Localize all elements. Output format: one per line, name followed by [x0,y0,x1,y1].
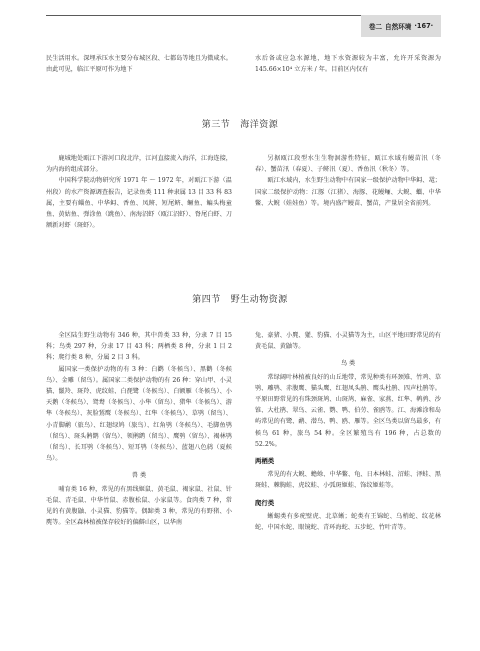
beast-text: 哺育类 16 种，常见的有黑线姬鼠、黄毛鼠、褐家鼠、社鼠、针毛鼠、青毛鼠、中华竹鼠、赤腹松鼠、小家鼠等。食肉类 7 种，常见的有黄腹鼬、小灵猫、豹猫等。偶蹄类 3 种，常见的有野猪、小麂等。全区森林植被保存较好的偏僻山区，以华南 [46,485,232,527]
top-left-text: 民生活用水。深埋承压水主要分布城区段、七都岛等地且为微咸水。由此可见，临江平原可作为地下 [46,55,232,74]
section3-right-para-2: 瓯江水域内，水生野生动物中有国家一级保护动物中华鲟、鼋；国家二级保护动物：江豚（江猪）、海豚、花鳗鲡、大鲵、蠵、中华鳖、大鲵（娃娃鱼）等。境内盛产鳗苗、蟹苗，产量居全省前列。 [255,177,441,207]
amphibian-text: 常见的有大鲵、蟾蜍、中华鳖、龟、日本林蛙、沼蛙、泽蛙、黑斑蛙、棘胸蛙、虎纹蛙、小弧斑姬蛙、饰纹姬蛙等。 [255,471,441,490]
section3-title: 海洋资源 [240,120,279,130]
section3-right-para-1: 另据瓯江段型水生生物洄游性特征，瓯江水域有鳗苗汛（冬春）、蟹苗汛（春夏）、子鲚汛（夏）、香鱼汛（秋冬）等。 [255,155,441,174]
section4-left-column [46,330,232,528]
section3-heading [0,117,480,130]
beast-continuation: 兔、豪猪、小麂、獾、豹猫、小灵猫等为主，山区平地田野常见的有黄毛鼠、黄鼬等。 [255,332,441,351]
section3-right-column [255,153,441,209]
bird-heading: 鸟 类 [340,360,356,368]
header-section: 自然环境 [385,23,412,31]
section4-intro: 全区陆生野生动物有 346 种，其中兽类 33 种，分隶 7 目 15 科；鸟类 297 种，分隶 17 目 43 科；两栖类 8 种，分隶 1 目 2 科；爬行类 8 种，分属 2 目 3 科。 [46,332,232,362]
page-header [0,15,480,39]
header-chapter: 卷二 [368,23,383,31]
header-label [361,15,441,37]
section3-number: 第三节 [201,120,231,130]
beast-heading: 兽 类 [131,472,147,480]
section3-left-para-1: 鹿城地处瓯江下游河口段北岸，江河直接流入海洋，江海连接，为内海的组成部分。 [46,155,232,174]
section4-heading [0,292,480,305]
section4-right-column [255,330,441,533]
section4-number: 第四节 [192,295,221,305]
top-left-column [46,53,232,75]
amphibian-heading: 两栖类 [255,457,275,466]
section3-left-column [46,153,232,231]
reptile-text: 蜥蜴类有多疣壁虎、北草蜥；蛇类有王锦蛇、乌梢蛇、纹花林蛇、中国水蛇、眼镜蛇、青环海蛇、五步蛇、竹叶青等。 [255,512,441,532]
header-page-number: ·167· [414,22,434,30]
bird-text: 常绿阔叶林植被良好的山丘地带，常见种类有环颈雉、竹鸡、草鸮、雕鸮、赤腹鹰、猫头鹰、红翅凤头鹃、鹰头杜鹃、四声杜鹃等。平原田野常见的有珠颈斑鸠、山斑鸠、麻雀、家燕、红隼、鹌鹑、沙锥、大杜鹃、翠鸟、云雀、鹦、鸭、伯劳、雀鸥等。江、海滩涂和岛屿常见的有鹭、鹬、潜鸟、鸭、鸥、雁等。全区鸟类以留鸟最多，有候鸟 61 种，旅鸟 54 种。全区繁殖鸟有 196 种，占总数的 52.2%。 [255,373,441,448]
reptile-heading: 爬行类 [255,498,275,507]
section4-title: 野生动物资源 [230,295,288,305]
section4-protected-species: 属国家一类保护动物的有 3 种：白鹳（冬候鸟）、黑鹳（冬候鸟）、金雕（留鸟）。属国家二类保护动物的有 26 种：穿山甲、小灵猫、鬣羚、斑羚、虎纹蛙、白琵鹭（冬候鸟）、白额雁（冬候鸟）、小天鹅（冬候鸟）、鸳鸯（冬候鸟）、小隼（留鸟）、猎隼（冬候鸟）、游隼（冬候鸟）、灰脸鵟鹰（冬候鸟）、红隼（冬候鸟）、草鸮（留鸟）、小青脚鹬（旅鸟）、红翅绿鸠（旅鸟）、红角鸮（冬候鸟）、毛脚鱼鸮（留鸟）、斑头鸺鹠（留鸟）、领鸺鹠（留鸟）、鹰鸮（留鸟）、褐林鸮（留鸟）、长耳鸮（冬候鸟）、短耳鸮（冬候鸟）、蓝翅八色鸫（夏候鸟）。 [46,365,232,463]
top-right-text: 水后备或应急水源地，地下水资源较为丰富，允许开采资源为 145.66×10⁴ 立方米 / 年。目前区内仅有 [255,55,441,74]
section3-left-para-2: 中国科学院动物研究所 1971 年 ～ 1972 年，对瓯江下游（温州段）的水产资源调查报告，记录鱼类 111 种隶属 13 目 33 科 83 属，主要有鲻鱼、中华鲟、香鱼、凤鲚、短尾鲚、鳜鱼、鳊头梅童鱼、黄姑鱼、弹涂鱼（跳鱼）、南海沼虾（瓯江沼虾）、脊尾白虾、刀额新对虾（斑虾）。 [46,177,232,230]
top-right-column [255,53,441,75]
